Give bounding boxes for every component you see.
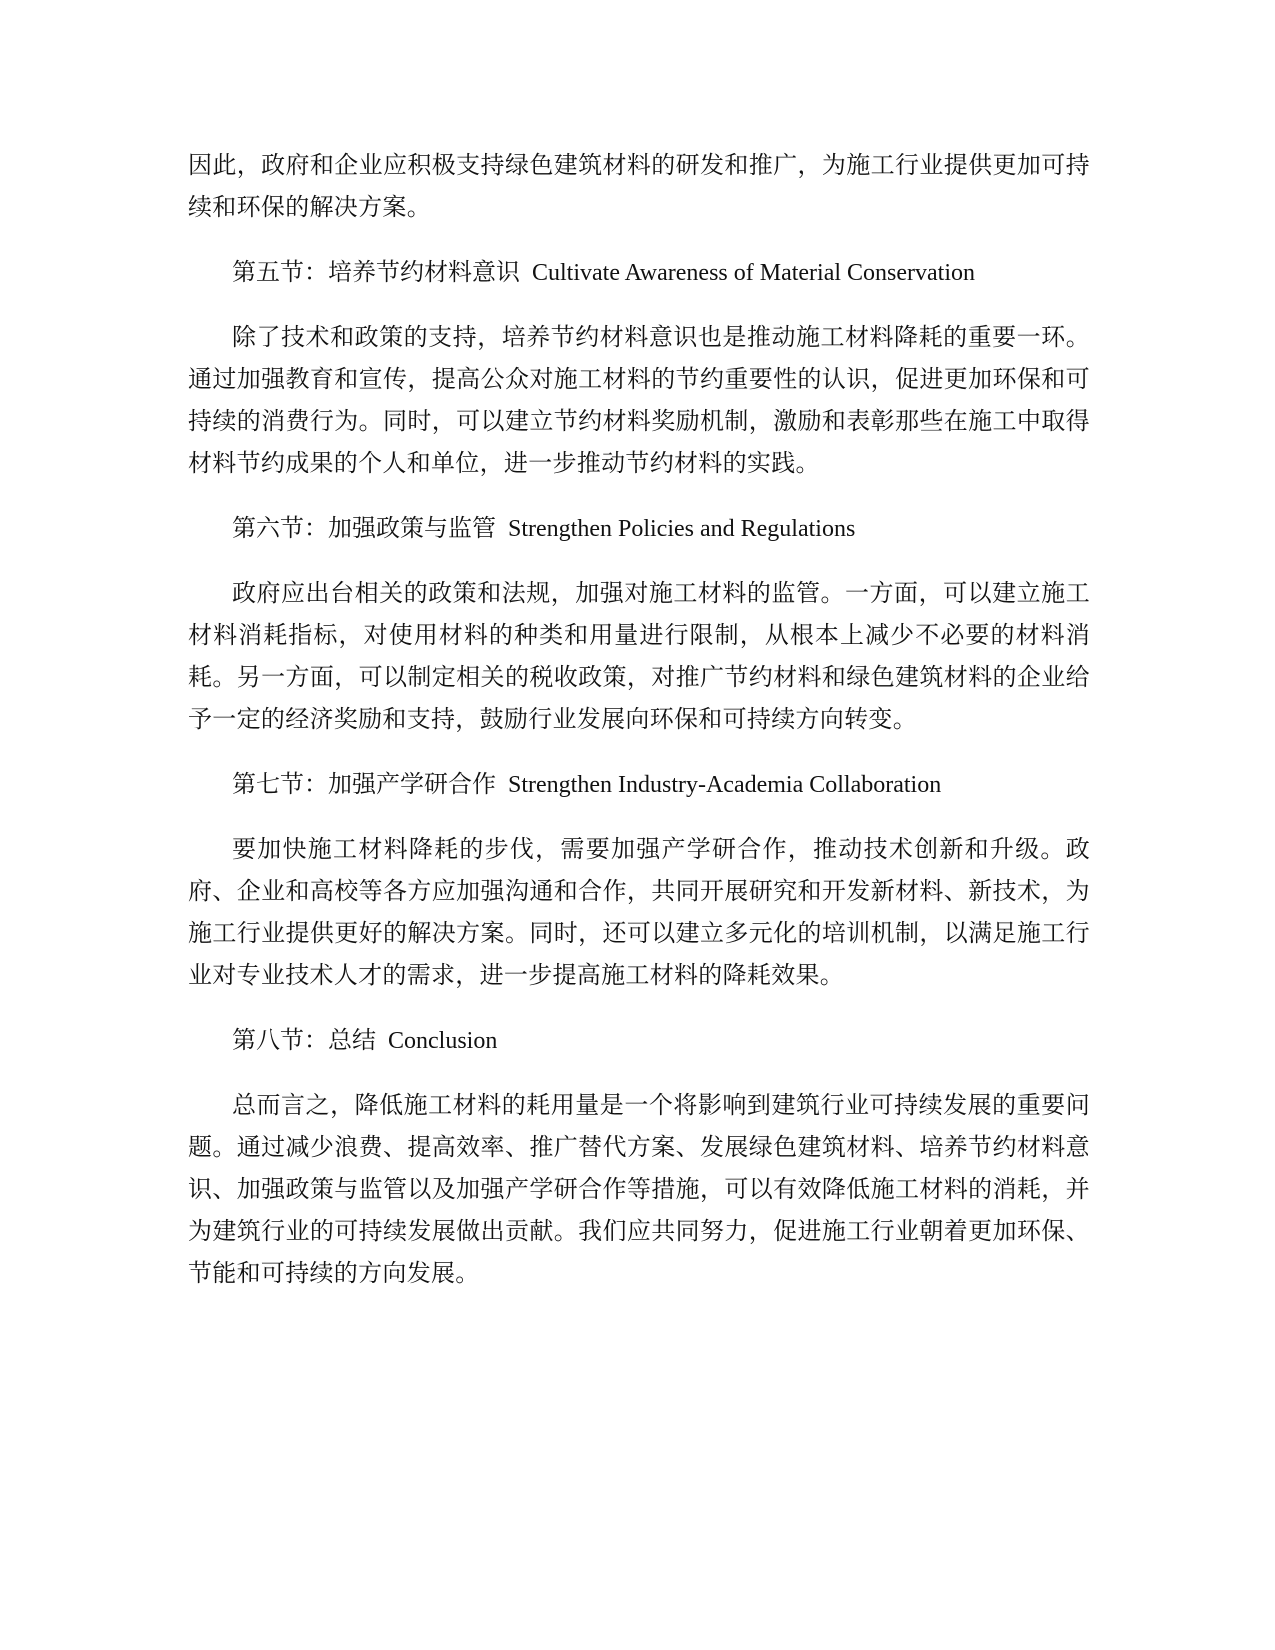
section-heading-8 xyxy=(188,1020,1090,1062)
paragraph-section-6: 政府应出台相关的政策和法规，加强对施工材料的监管。一方面，可以建立施工材料消耗指标，对使用材料的种类和用量进行限制，从根本上减少不必要的材料消耗。另一方面，可以制定相关的税收政策，对推广节约材料和绿色建筑材料的企业给予一定的经济奖励和支持，鼓励行业发展向环保和可持续方向转变。 xyxy=(188,581,1090,733)
section-heading-en: Cultivate Awareness of Material Conservation xyxy=(532,260,976,286)
paragraph-continued: 因此，政府和企业应积极支持绿色建筑材料的研发和推广，为施工行业提供更加可持续和环保的解决方案。 xyxy=(188,153,1090,221)
section-heading-6 xyxy=(188,508,1090,550)
document-body xyxy=(188,145,1090,1318)
paragraph-section-7: 要加快施工材料降耗的步伐，需要加强产学研合作，推动技术创新和升级。政府、企业和高校等各方应加强沟通和合作，共同开展研究和开发新材料、新技术，为施工行业提供更好的解决方案。同时，还可以建立多元化的培训机制，以满足施工行业对专业技术人才的需求，进一步提高施工材料的降耗效果。 xyxy=(188,837,1090,989)
section-heading-en: Conclusion xyxy=(388,1028,498,1054)
section-heading-zh: 第八节：总结 xyxy=(232,1028,376,1054)
section-heading-7 xyxy=(188,764,1090,806)
section-heading-en: Strengthen Policies and Regulations xyxy=(508,516,856,542)
section-heading-5 xyxy=(188,252,1090,294)
section-heading-en: Strengthen Industry-Academia Collaboration xyxy=(508,772,942,798)
paragraph-section-5: 除了技术和政策的支持，培养节约材料意识也是推动施工材料降耗的重要一环。通过加强教育和宣传，提高公众对施工材料的节约重要性的认识，促进更加环保和可持续的消费行为。同时，可以建立节约材料奖励机制，激励和表彰那些在施工中取得材料节约成果的个人和单位，进一步推动节约材料的实践。 xyxy=(188,325,1090,477)
section-heading-zh: 第七节：加强产学研合作 xyxy=(232,772,496,798)
section-heading-zh: 第五节：培养节约材料意识 xyxy=(232,260,520,286)
section-heading-zh: 第六节：加强政策与监管 xyxy=(232,516,496,542)
paragraph-section-8: 总而言之，降低施工材料的耗用量是一个将影响到建筑行业可持续发展的重要问题。通过减少浪费、提高效率、推广替代方案、发展绿色建筑材料、培养节约材料意识、加强政策与监管以及加强产学研合作等措施，可以有效降低施工材料的消耗，并为建筑行业的可持续发展做出贡献。我们应共同努力，促进施工行业朝着更加环保、节能和可持续的方向发展。 xyxy=(188,1093,1090,1287)
